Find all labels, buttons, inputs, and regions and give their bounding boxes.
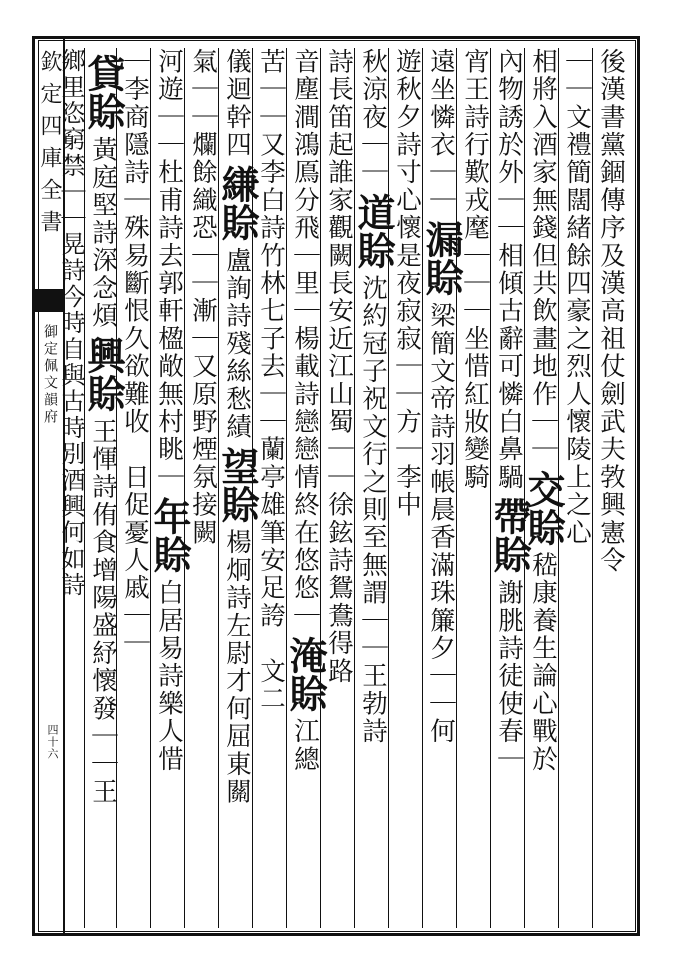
text-column-11: 苦｜｜又李白詩竹林七子去｜｜蘭亭雄筆安足誇 文二 <box>256 48 286 713</box>
text-column-15: ｜李商隱詩｜殊易斷恨久欲難收 日促憂人戚｜｜ <box>120 48 150 658</box>
column-rule <box>286 48 287 928</box>
text-column-10: 音塵澗鴻鳫分飛｜里｜楊載詩戀戀情終在悠悠｜淹賒江總 <box>283 48 328 774</box>
headword: 道賒 <box>351 192 396 269</box>
text-column-1: 後漢書黨錮傳序及漢高祖仗劍武夫㪍興憲令 <box>596 48 626 575</box>
text-column-8: 秋涼夜｜｜道賒沈約冠子祝文行之則至無謂｜｜王勃詩 <box>351 48 396 746</box>
column-rule <box>490 48 491 928</box>
column-rule <box>422 48 423 928</box>
column-rule <box>150 48 151 928</box>
headword: 興賒 <box>81 335 126 412</box>
text-column-9: 詩長笛起誰家觀闕長安近江山蜀｜｜徐鉉詩鴛鴦得路 <box>324 48 354 686</box>
headword: 貸賒 <box>81 54 126 130</box>
column-rule <box>524 48 525 928</box>
text-column-17: 鄉里恣窮禁｜｜晃詩今時自與古時別酒興何如詩 <box>57 48 85 599</box>
text-column-7: 遊秋夕詩寸心懷是夜寂寂｜｜方｜李中 <box>392 48 422 519</box>
text-column-6: 遠坐憐衣｜｜漏賒梁簡文帝詩羽帳晨香滿珠簾夕｜｜何 <box>419 48 464 746</box>
headword: 帶賒 <box>487 497 532 574</box>
headword: 淹賒 <box>283 635 328 712</box>
column-rule <box>184 48 185 928</box>
headword: 縑賒 <box>215 164 260 241</box>
text-column-13: 氣｜｜爛餘織恐｜｜漸｜又原野煙氛接闕 <box>188 48 218 547</box>
column-rule <box>592 48 593 928</box>
page-number: 四十六 <box>46 724 59 760</box>
column-rule <box>354 48 355 928</box>
text-column-4: 內物誘於外｜｜相傾古辭可憐白鼻騧帶賒謝朓詩徒使春｜ <box>487 48 532 774</box>
column-rule <box>218 48 219 928</box>
column-rule <box>320 48 321 928</box>
headword: 年賒 <box>147 497 192 574</box>
text-column-16: 貸賒黃庭堅詩深念煩興賒王惲詩侑食增陽盛紓懷發｜｜王 <box>81 54 126 806</box>
book-title: 欽定四庫全書 <box>37 50 62 242</box>
column-rule <box>456 48 457 928</box>
text-column-3: 相將入酒家無錢但共飲畫地作｜｜交賒嵇康養生論心戰於 <box>521 48 566 774</box>
headword: 望賒 <box>215 446 260 523</box>
sub-title: 御定佩文韻府 <box>42 324 58 426</box>
text-column-5: 宵王詩行歎戎麾｜｜｜坐惜紅妝變騎 <box>460 48 490 492</box>
headword: 交賒 <box>521 469 566 546</box>
text-column-2: ｜｜文禮簡闊緒餘四豪之烈人懷陵上之心 <box>562 48 592 547</box>
column-rule <box>388 48 389 928</box>
text-column-12: 儀迴幹四縑賒盧詢詩殘絲愁績望賒楊炯詩左尉才何屈東關 <box>215 48 260 806</box>
text-column-14: 河遊｜｜杜甫詩去郭軒楹敞無村眺｜年賒白居易詩樂人惜 <box>147 48 192 774</box>
headword: 漏賒 <box>419 220 464 297</box>
